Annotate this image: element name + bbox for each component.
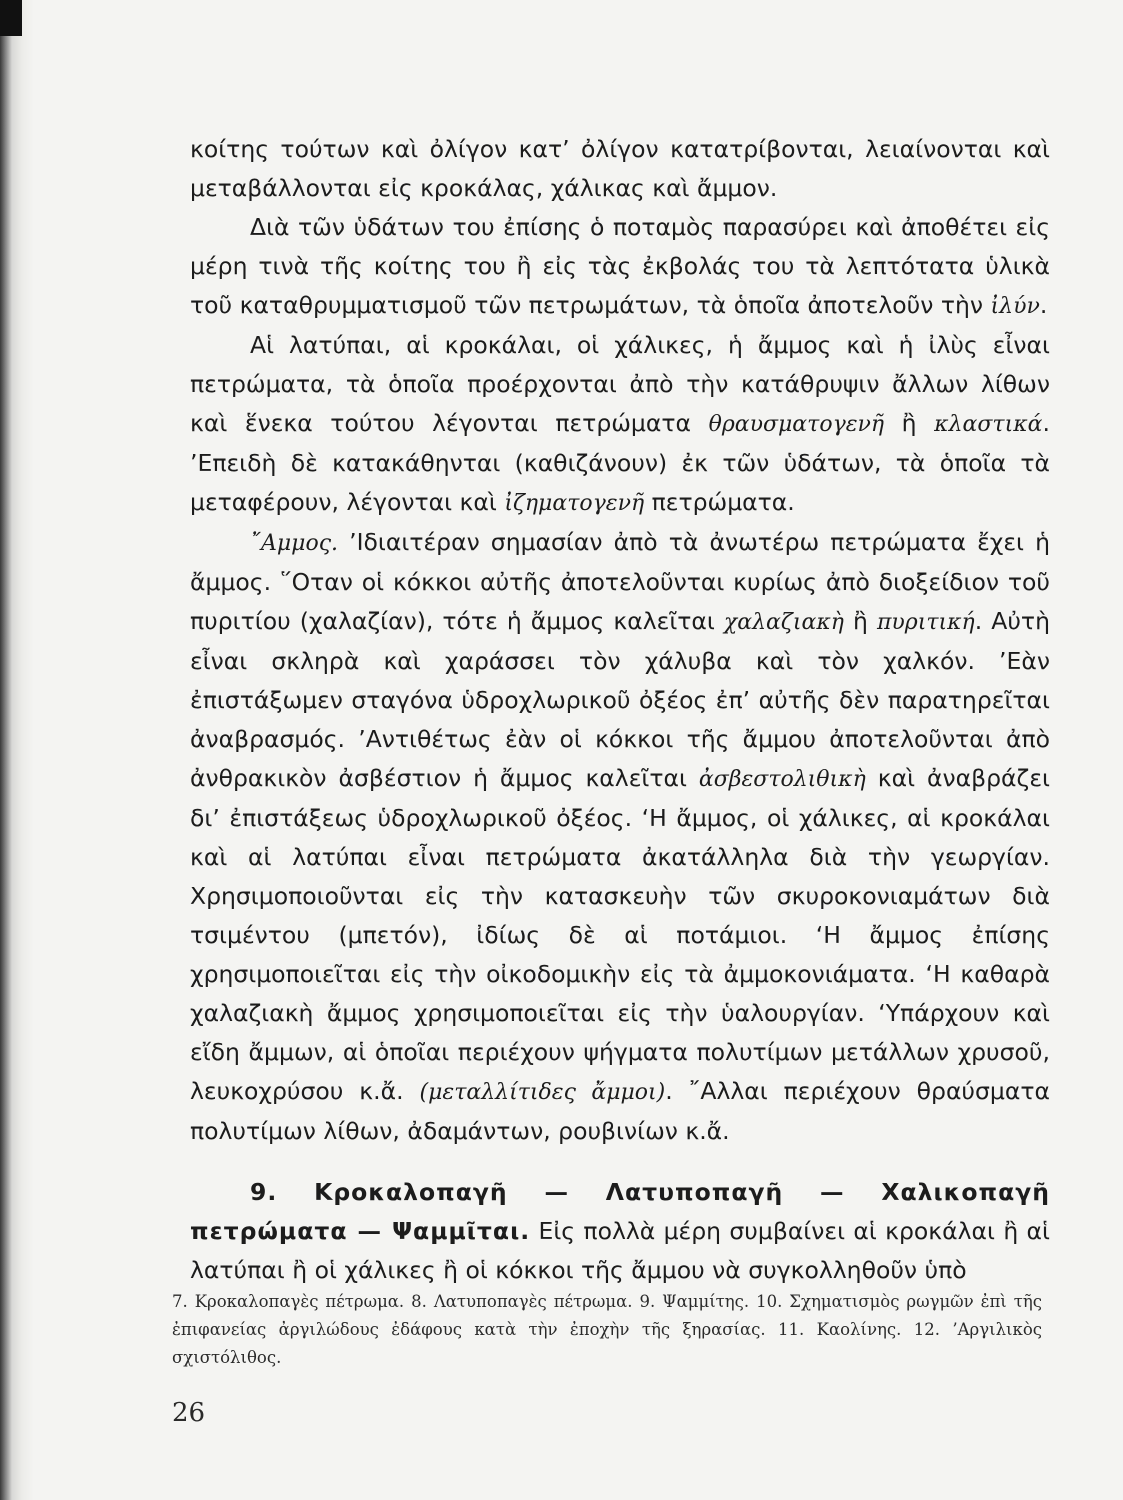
- term-thrausmatogeni: θραυσματογενῆ: [708, 412, 885, 437]
- paragraph-4-text-c: . Αὐτὴ εἶναι σκληρὰ καὶ χαράσσει τὸν χάλυβα καὶ τὸν χαλκόν. ’Εὰν ἐπιστάξωμεν σταγόνα ὑδροχλωρικοῦ ὀξέος ἐπ’ αὐτῆς δὲν παρατηρεῖται ἀναβρασμός. ’Αντιθέτως ἐὰν οἱ κόκκοι τῆς ἄμμου ἀποτελοῦνται ἀπὸ ἀνθρακικὸν ἀσβέστιον ἡ ἄμμος καλεῖται: [190, 607, 1050, 792]
- paragraph-2: [190, 208, 1050, 326]
- binding-mark: [0, 0, 22, 36]
- term-pyritiki: πυριτική: [876, 610, 975, 635]
- paragraph-3-text-b: ἢ: [901, 409, 917, 437]
- term-ilys: ἰλύν: [990, 294, 1040, 319]
- section-text: Εἰς πολλὰ μέρη συμβαίνει αἱ κροκάλαι ἢ αἱ λατύπαι ἢ οἱ χάλικες ἢ οἱ κόκκοι τῆς ἄμμου νὰ συγκολληθοῦν ὑπὸ: [190, 1217, 1050, 1284]
- paragraph-3: [190, 326, 1050, 523]
- paragraph-3-text-a: Αἱ λατύπαι, αἱ κροκάλαι, οἱ χάλικες, ἡ ἄμμος καὶ ἡ ἰλὺς εἶναι πετρώματα, τὰ ὁποῖα προέρχονται ἀπὸ τὴν κατάθρυψιν ἄλλων λίθων καὶ ἕνεκα τούτου λέγονται πετρώματα: [190, 331, 1050, 437]
- paragraph-4-text-a: ’Ιδιαιτέραν σημασίαν ἀπὸ τὰ ἀνωτέρω πετρώματα ἔχει ἡ ἄμμος. ῞Οταν οἱ κόκκοι αὐτῆς ἀποτελοῦνται κυρίως ἀπὸ διοξείδιον τοῦ πυριτίου (χαλαζίαν), τότε ἡ ἄμμος καλεῖται: [190, 528, 1050, 635]
- page-number: 26: [172, 1398, 206, 1428]
- section-9: [190, 1173, 1050, 1290]
- term-chalaziaki: χαλαζιακὴ: [723, 610, 844, 635]
- term-asvestolithiki: ἀσβεστολιθικὴ: [698, 767, 866, 792]
- paragraph-2-text: Διὰ τῶν ὑδάτων του ἐπίσης ὁ ποταμὸς παρασύρει καὶ ἀποθέτει εἰς μέρη τινὰ τῆς κοίτης του ἢ εἰς τὰς ἐκβολάς του τὰ λεπτότατα ὑλικὰ τοῦ καταθρυμματισμοῦ τῶν πετρωμάτων, τὰ ὁποῖα ἀποτελοῦν τὴν: [190, 213, 1050, 319]
- term-klastika: κλαστικά: [934, 412, 1043, 437]
- paragraph-3-text-c: . ’Επειδὴ δὲ κατακάθηνται (καθιζάνουν) ἐκ τῶν ὑδάτων, τὰ ὁποῖα τὰ μεταφέρουν, λέγονται καὶ: [190, 409, 1050, 516]
- paragraph-1: κοίτης τούτων καὶ ὀλίγον κατ’ ὀλίγον κατατρίβονται, λειαίνονται καὶ μεταβάλλονται εἰς κροκάλας, χάλικας καὶ ἄμμον.: [190, 135, 1050, 202]
- paragraph-4-lead: ῎Αμμος.: [250, 531, 339, 556]
- page-body: [190, 130, 1050, 1290]
- book-binding-edge: [0, 0, 34, 1500]
- term-metallitides: (μεταλλίτιδες ἄμμοι): [419, 1080, 666, 1105]
- figure-captions: 7. Κροκαλοπαγὲς πέτρωμα. 8. Λατυποπαγὲς πέτρωμα. 9. Ψαμμίτης. 10. Σχηματισμὸς ρωγμῶν ἐπὶ τῆς ἐπιφανείας ἀργιλώδους ἐδάφους κατὰ τὴν ἐποχὴν τῆς ξηρασίας. 11. Καολίνης. 12. ’Αργιλικὸς σχιστόλιθος.: [172, 1292, 1042, 1367]
- term-izimatogeni: ἰζηματογενῆ: [504, 491, 645, 516]
- section-heading: 9. Κροκαλοπαγῆ — Λατυποπαγῆ — Χαλικοπαγῆ πετρώματα — Ψαμμῖται.: [190, 1178, 1050, 1245]
- paragraph-4-text-e: . ῎Αλλαι περιέχουν θραύσματα πολυτίμων λίθων, ἀδαμάντων, ρουβινίων κ.ἄ.: [190, 1077, 1051, 1145]
- paragraph-4-text-b: ἢ: [852, 607, 868, 635]
- paragraph-3-text-d: πετρώματα.: [651, 488, 795, 516]
- paragraph-4-text-d: καὶ ἀναβράζει δι’ ἐπιστάξεως ὑδροχλωρικοῦ ὀξέος. ‘Η ἄμμος, οἱ χάλικες, αἱ κροκάλαι καὶ αἱ λατύπαι εἶναι πετρώματα ἀκατάλληλα διὰ τὴν γεωργίαν. Χρησιμοποιοῦνται εἰς τὴν κατασκευὴν τῶν σκυροκονιαμάτων διὰ τσιμέντου (μπετόν), ἰδίως δὲ αἱ ποτάμιοι. ‘Η ἄμμος ἐπίσης χρησιμοποιεῖται εἰς τὴν οἰκοδομικὴν εἰς τὰ ἀμμοκονιάματα. ‘Η καθαρὰ χαλαζιακὴ ἄμμος χρησιμοποιεῖται εἰς τὴν ὑαλουργίαν. ‘Υπάρχουν καὶ εἴδη ἄμμων, αἱ ὁποῖαι περιέχουν ψήγματα πολυτίμων μετάλλων χρυσοῦ, λευκοχρύσου κ.ἄ.: [190, 764, 1050, 1105]
- paragraph-4: [190, 523, 1050, 1151]
- paragraph-2-end: .: [1039, 291, 1048, 319]
